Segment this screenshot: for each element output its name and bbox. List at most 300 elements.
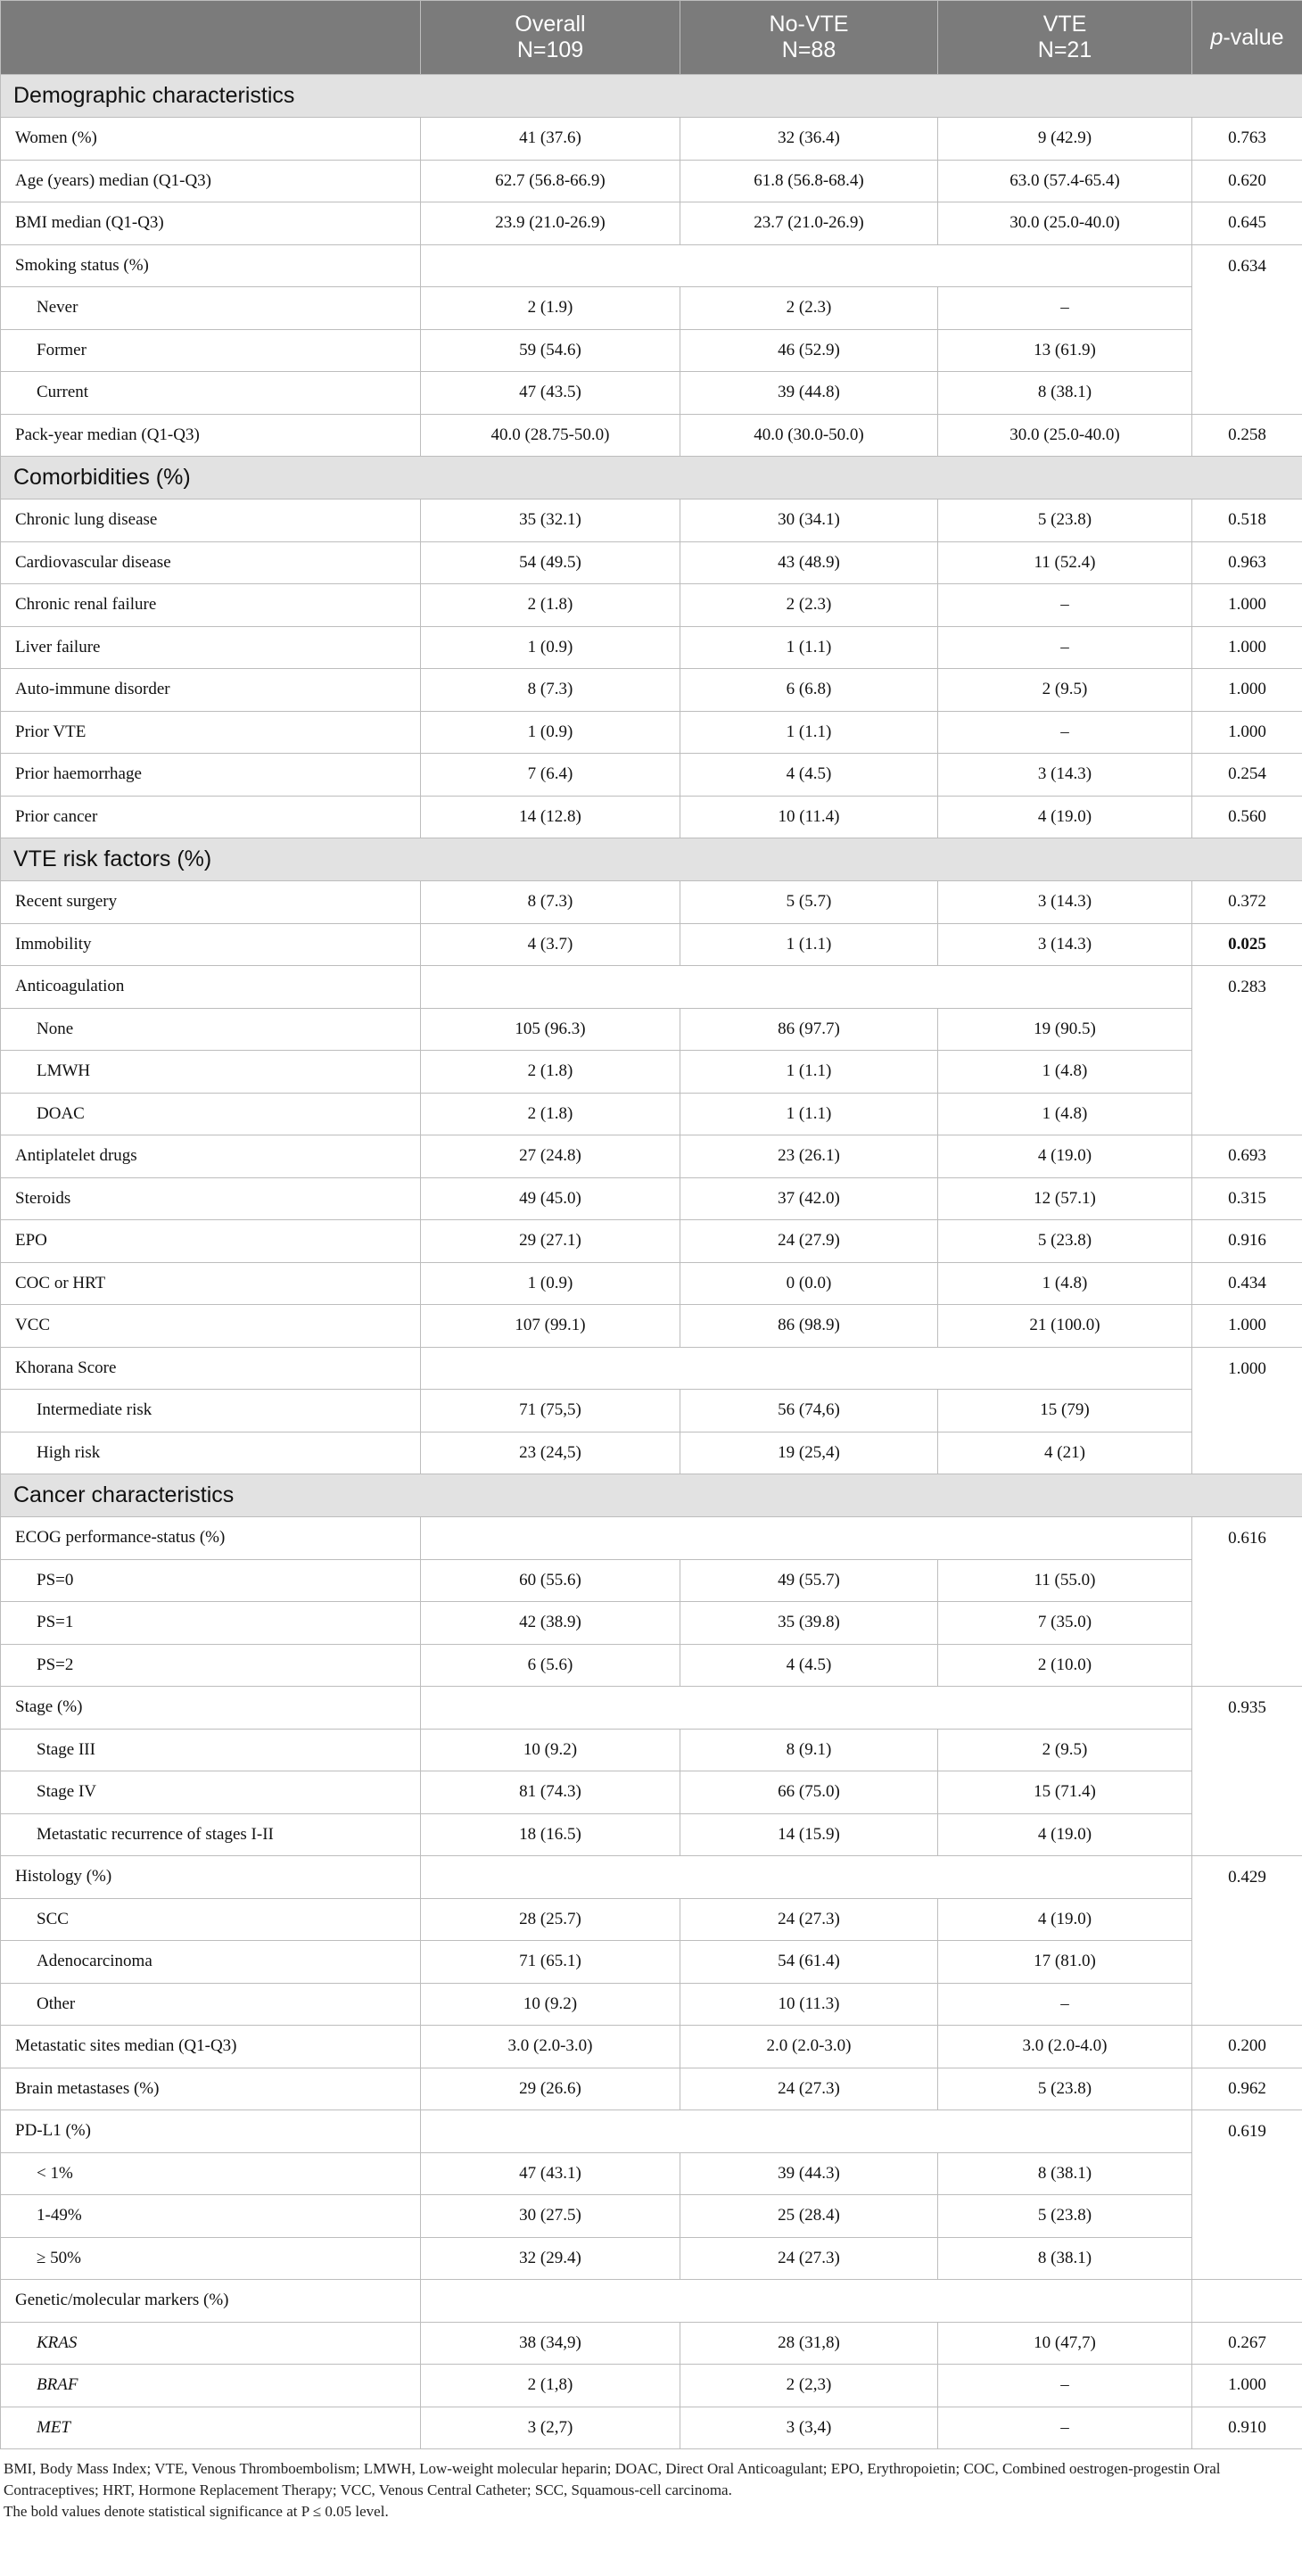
cell-vte: 30.0 (25.0-40.0) [938,202,1192,245]
cell-no-vte: 39 (44.3) [680,2152,938,2195]
cell-overall: 4 (3.7) [421,923,680,966]
table-row [1,923,1302,966]
cell-overall: 7 (6.4) [421,754,680,797]
row-label: Former [1,329,421,372]
cell-vte: 7 (35.0) [938,1602,1192,1645]
row-label: Metastatic sites median (Q1-Q3) [1,2026,421,2068]
cell-no-vte: 4 (4.5) [680,1644,938,1687]
cell-no-vte: 1 (1.1) [680,1051,938,1094]
table-row [1,1220,1302,1263]
table-row [1,1008,1302,1051]
table-row [1,541,1302,584]
table-row [1,2026,1302,2068]
cell-no-vte: 24 (27.3) [680,1898,938,1941]
row-label: Chronic renal failure [1,584,421,627]
row-label: Genetic/molecular markers (%) [1,2280,421,2323]
table-row [1,711,1302,754]
header-label-cell [1,1,421,75]
row-label: < 1% [1,2152,421,2195]
cell-vte: 9 (42.9) [938,118,1192,161]
table-row [1,118,1302,161]
cell-overall: 28 (25.7) [421,1898,680,1941]
cell-overall: 40.0 (28.75-50.0) [421,414,680,457]
cell-vte: 5 (23.8) [938,2195,1192,2238]
cell-vte: 8 (38.1) [938,372,1192,415]
table-row [1,1813,1302,1856]
cell-vte: 8 (38.1) [938,2237,1192,2280]
cell-p-value: 1.000 [1192,1347,1302,1474]
table-row [1,160,1302,202]
cell-overall: 71 (65.1) [421,1941,680,1984]
row-label: Recent surgery [1,881,421,924]
table-row [1,2152,1302,2195]
section-header-row [1,75,1302,118]
table-row [1,1644,1302,1687]
cell-no-vte: 8 (9.1) [680,1729,938,1771]
cell-vte: 4 (19.0) [938,796,1192,838]
row-label: Current [1,372,421,415]
header-vte-n: N=21 [1037,37,1092,62]
cell-overall: 60 (55.6) [421,1559,680,1602]
cell-overall: 35 (32.1) [421,500,680,542]
cell-no-vte: 43 (48.9) [680,541,938,584]
table-row [1,881,1302,924]
table-row [1,287,1302,330]
cell-vte: – [938,2407,1192,2449]
cell-vte: 1 (4.8) [938,1262,1192,1305]
row-label: ECOG performance-status (%) [1,1517,421,1560]
cell-no-vte: 2 (2,3) [680,2365,938,2407]
cell-no-vte: 1 (1.1) [680,1093,938,1135]
cell-overall: 18 (16.5) [421,1813,680,1856]
table-row [1,1729,1302,1771]
cell-overall: 81 (74.3) [421,1771,680,1814]
cell-no-vte: 54 (61.4) [680,1941,938,1984]
row-label: Anticoagulation [1,966,421,1009]
cell-overall: 32 (29.4) [421,2237,680,2280]
cell-overall: 2 (1,8) [421,2365,680,2407]
table-footnote [0,2449,1302,2522]
table-row [1,2110,1302,2153]
row-label: ≥ 50% [1,2237,421,2280]
header-overall-title: Overall [515,12,586,37]
cell-overall: 49 (45.0) [421,1177,680,1220]
cell-no-vte: 2.0 (2.0-3.0) [680,2026,938,2068]
cell-p-value: 1.000 [1192,711,1302,754]
table-row [1,2195,1302,2238]
cell-overall: 27 (24.8) [421,1135,680,1178]
table-row [1,1305,1302,1348]
group-blank-cell [421,1687,1192,1730]
row-label: Women (%) [1,118,421,161]
row-label: Auto-immune disorder [1,669,421,712]
row-label: Other [1,1983,421,2026]
table-row [1,1517,1302,1560]
header-p-rest: -value [1223,24,1284,50]
row-label: Liver failure [1,626,421,669]
footnote-abbreviations: BMI, Body Mass Index; VTE, Venous Thromboembolism; LMWH, Low-weight molecular heparin; DOAC, Direct Oral Anticoagulant; EPO, Erythropoietin; COC, Combined oestrogen-progestin Oral Contraceptives; HRT, Hormone Replacement Therapy; VCC, Venous Central Catheter; SCC, Squamous-cell carcinoma. [4,2460,1221,2498]
row-label: Steroids [1,1177,421,1220]
table-row [1,2068,1302,2110]
cell-no-vte: 5 (5.7) [680,881,938,924]
table-row [1,414,1302,457]
table-row [1,1177,1302,1220]
cell-p-value: 1.000 [1192,669,1302,712]
cell-overall: 1 (0.9) [421,1262,680,1305]
row-label: SCC [1,1898,421,1941]
row-label: COC or HRT [1,1262,421,1305]
cell-p-value: 0.916 [1192,1220,1302,1263]
header-vte [938,1,1192,75]
cell-no-vte: 3 (3,4) [680,2407,938,2449]
group-blank-cell [421,2110,1192,2153]
cell-no-vte: 40.0 (30.0-50.0) [680,414,938,457]
cell-vte: 2 (9.5) [938,669,1192,712]
row-label: Intermediate risk [1,1390,421,1432]
cell-p-value: 0.560 [1192,796,1302,838]
table-row [1,1771,1302,1814]
cell-p-value: 0.763 [1192,118,1302,161]
table-row [1,1983,1302,2026]
cell-vte: 30.0 (25.0-40.0) [938,414,1192,457]
cell-p-value: 0.620 [1192,160,1302,202]
row-label: LMWH [1,1051,421,1094]
cell-vte: – [938,711,1192,754]
row-label: Chronic lung disease [1,500,421,542]
cell-p-value: 0.200 [1192,2026,1302,2068]
cell-vte: 21 (100.0) [938,1305,1192,1348]
cell-vte: 17 (81.0) [938,1941,1192,1984]
row-label: Cardiovascular disease [1,541,421,584]
cell-no-vte: 28 (31,8) [680,2322,938,2365]
section-header-row [1,838,1302,881]
cell-p-value: 1.000 [1192,1305,1302,1348]
cell-vte: 3.0 (2.0-4.0) [938,2026,1192,2068]
table-row [1,1856,1302,1899]
cell-no-vte: 32 (36.4) [680,118,938,161]
cell-p-value: 0.693 [1192,1135,1302,1178]
group-blank-cell [421,966,1192,1009]
table-header [1,1,1302,75]
cell-no-vte: 2 (2.3) [680,584,938,627]
cell-vte: 1 (4.8) [938,1051,1192,1094]
cell-overall: 62.7 (56.8-66.9) [421,160,680,202]
row-label: MET [1,2407,421,2449]
table-row [1,584,1302,627]
cell-overall: 105 (96.3) [421,1008,680,1051]
section-header-row [1,1474,1302,1517]
cell-vte: 15 (71.4) [938,1771,1192,1814]
section-title: Demographic characteristics [1,75,1302,118]
table-row [1,966,1302,1009]
cell-no-vte: 23 (26.1) [680,1135,938,1178]
cell-p-value: 0.619 [1192,2110,1302,2280]
header-p-value [1192,1,1302,75]
row-label: EPO [1,1220,421,1263]
cell-vte: 5 (23.8) [938,2068,1192,2110]
table-row [1,1559,1302,1602]
cell-p-value [1192,2280,1302,2323]
cell-p-value: 0.025 [1192,923,1302,966]
cell-no-vte: 61.8 (56.8-68.4) [680,160,938,202]
cell-overall: 23 (24,5) [421,1432,680,1474]
table-row [1,372,1302,415]
cell-vte: 3 (14.3) [938,923,1192,966]
cell-no-vte: 10 (11.3) [680,1983,938,2026]
cell-no-vte: 1 (1.1) [680,711,938,754]
row-label: Never [1,287,421,330]
cell-vte: 15 (79) [938,1390,1192,1432]
row-label: BRAF [1,2365,421,2407]
cell-vte: 19 (90.5) [938,1008,1192,1051]
cell-overall: 71 (75,5) [421,1390,680,1432]
cell-p-value: 0.645 [1192,202,1302,245]
cell-p-value: 0.429 [1192,1856,1302,2026]
table-row [1,669,1302,712]
row-label: 1-49% [1,2195,421,2238]
cell-overall: 2 (1.8) [421,1093,680,1135]
cell-no-vte: 23.7 (21.0-26.9) [680,202,938,245]
table-row [1,1687,1302,1730]
cell-overall: 10 (9.2) [421,1983,680,2026]
cell-vte: 4 (19.0) [938,1135,1192,1178]
cell-overall: 30 (27.5) [421,2195,680,2238]
table-row [1,1390,1302,1432]
section-title: Cancer characteristics [1,1474,1302,1517]
table-row [1,1051,1302,1094]
cell-overall: 6 (5.6) [421,1644,680,1687]
cell-overall: 2 (1.9) [421,287,680,330]
cell-overall: 41 (37.6) [421,118,680,161]
row-label: Brain metastases (%) [1,2068,421,2110]
cell-vte: 11 (55.0) [938,1559,1192,1602]
table-body [1,75,1302,2449]
table-row [1,1347,1302,1390]
header-no-vte [680,1,938,75]
row-label: VCC [1,1305,421,1348]
cell-overall: 3 (2,7) [421,2407,680,2449]
cell-vte: 3 (14.3) [938,754,1192,797]
table-row [1,1262,1302,1305]
cell-vte: 2 (9.5) [938,1729,1192,1771]
row-label: BMI median (Q1-Q3) [1,202,421,245]
row-label: Pack-year median (Q1-Q3) [1,414,421,457]
cell-vte: 5 (23.8) [938,1220,1192,1263]
table-row [1,1135,1302,1178]
cell-vte: 12 (57.1) [938,1177,1192,1220]
cell-overall: 23.9 (21.0-26.9) [421,202,680,245]
cell-vte: 8 (38.1) [938,2152,1192,2195]
table-row [1,2322,1302,2365]
cell-vte: 13 (61.9) [938,329,1192,372]
table-row [1,329,1302,372]
cell-overall: 29 (26.6) [421,2068,680,2110]
cell-p-value: 0.518 [1192,500,1302,542]
cell-vte: 1 (4.8) [938,1093,1192,1135]
row-label: Age (years) median (Q1-Q3) [1,160,421,202]
table-row [1,1093,1302,1135]
cell-no-vte: 25 (28.4) [680,2195,938,2238]
cell-vte: 4 (21) [938,1432,1192,1474]
row-label: Stage (%) [1,1687,421,1730]
row-label: Stage III [1,1729,421,1771]
cell-p-value: 0.283 [1192,966,1302,1135]
cell-overall: 47 (43.1) [421,2152,680,2195]
cell-no-vte: 0 (0.0) [680,1262,938,1305]
cell-overall: 10 (9.2) [421,1729,680,1771]
cell-no-vte: 24 (27.9) [680,1220,938,1263]
cell-no-vte: 30 (34.1) [680,500,938,542]
table-row [1,754,1302,797]
cell-p-value: 0.254 [1192,754,1302,797]
cell-overall: 3.0 (2.0-3.0) [421,2026,680,2068]
table-row [1,2365,1302,2407]
cell-vte: – [938,287,1192,330]
cell-vte: 2 (10.0) [938,1644,1192,1687]
row-label: Prior cancer [1,796,421,838]
table-row [1,1602,1302,1645]
cell-p-value: 0.962 [1192,2068,1302,2110]
cell-vte: 5 (23.8) [938,500,1192,542]
cell-overall: 1 (0.9) [421,711,680,754]
cell-no-vte: 56 (74,6) [680,1390,938,1432]
cell-no-vte: 6 (6.8) [680,669,938,712]
cell-no-vte: 19 (25,4) [680,1432,938,1474]
cell-vte: 11 (52.4) [938,541,1192,584]
cell-overall: 14 (12.8) [421,796,680,838]
cell-no-vte: 14 (15.9) [680,1813,938,1856]
cell-no-vte: 39 (44.8) [680,372,938,415]
cell-vte: – [938,2365,1192,2407]
table-row [1,1898,1302,1941]
cell-overall: 29 (27.1) [421,1220,680,1263]
row-label: PD-L1 (%) [1,2110,421,2153]
cell-p-value: 0.434 [1192,1262,1302,1305]
cell-no-vte: 1 (1.1) [680,626,938,669]
cell-p-value: 1.000 [1192,584,1302,627]
cell-no-vte: 24 (27.3) [680,2237,938,2280]
header-overall-n: N=109 [516,37,584,62]
cell-vte: 4 (19.0) [938,1813,1192,1856]
cell-p-value: 0.616 [1192,1517,1302,1687]
table-row [1,202,1302,245]
cell-vte: – [938,584,1192,627]
group-blank-cell [421,1856,1192,1899]
table-row [1,1941,1302,1984]
row-label: Smoking status (%) [1,244,421,287]
cell-overall: 47 (43.5) [421,372,680,415]
section-header-row [1,457,1302,500]
row-label: None [1,1008,421,1051]
cell-no-vte: 37 (42.0) [680,1177,938,1220]
cell-vte: 4 (19.0) [938,1898,1192,1941]
row-label: PS=2 [1,1644,421,1687]
cell-overall: 2 (1.8) [421,1051,680,1094]
cell-overall: 1 (0.9) [421,626,680,669]
cell-no-vte: 35 (39.8) [680,1602,938,1645]
row-label: High risk [1,1432,421,1474]
table-row [1,796,1302,838]
row-label: Stage IV [1,1771,421,1814]
row-label: Immobility [1,923,421,966]
row-label: Antiplatelet drugs [1,1135,421,1178]
cell-no-vte: 86 (97.7) [680,1008,938,1051]
header-vte-title: VTE [1042,12,1087,37]
row-label: Metastatic recurrence of stages I-II [1,1813,421,1856]
row-label: PS=1 [1,1602,421,1645]
cell-no-vte: 10 (11.4) [680,796,938,838]
header-p-italic: p [1210,24,1224,50]
table-row [1,626,1302,669]
cell-p-value: 0.963 [1192,541,1302,584]
row-label: Khorana Score [1,1347,421,1390]
table-row [1,244,1302,287]
group-blank-cell [421,1347,1192,1390]
table-row [1,2407,1302,2449]
cell-p-value: 0.315 [1192,1177,1302,1220]
cell-p-value: 0.372 [1192,881,1302,924]
table-row [1,1432,1302,1474]
header-no-vte-n: N=88 [781,37,836,62]
cell-p-value: 0.634 [1192,244,1302,414]
group-blank-cell [421,2280,1192,2323]
table-row [1,2237,1302,2280]
cell-overall: 54 (49.5) [421,541,680,584]
cell-p-value: 0.935 [1192,1687,1302,1856]
cell-overall: 42 (38.9) [421,1602,680,1645]
cell-vte: 63.0 (57.4-65.4) [938,160,1192,202]
cell-p-value: 0.910 [1192,2407,1302,2449]
cell-overall: 59 (54.6) [421,329,680,372]
cell-overall: 2 (1.8) [421,584,680,627]
row-label: Histology (%) [1,1856,421,1899]
table-row [1,500,1302,542]
section-title: Comorbidities (%) [1,457,1302,500]
cell-vte: 3 (14.3) [938,881,1192,924]
row-label: PS=0 [1,1559,421,1602]
group-blank-cell [421,244,1192,287]
cell-overall: 8 (7.3) [421,669,680,712]
row-label: Prior VTE [1,711,421,754]
row-label: DOAC [1,1093,421,1135]
header-overall [421,1,680,75]
cell-p-value: 0.267 [1192,2322,1302,2365]
row-label: Adenocarcinoma [1,1941,421,1984]
cell-no-vte: 66 (75.0) [680,1771,938,1814]
header-row [1,1,1302,75]
cell-vte: – [938,626,1192,669]
cell-no-vte: 86 (98.9) [680,1305,938,1348]
cell-no-vte: 46 (52.9) [680,329,938,372]
row-label: Prior haemorrhage [1,754,421,797]
row-label: KRAS [1,2322,421,2365]
cell-no-vte: 2 (2.3) [680,287,938,330]
cell-no-vte: 24 (27.3) [680,2068,938,2110]
cell-overall: 8 (7.3) [421,881,680,924]
group-blank-cell [421,1517,1192,1560]
cell-vte: 10 (47,7) [938,2322,1192,2365]
cell-p-value: 0.258 [1192,414,1302,457]
table-row [1,2280,1302,2323]
footnote-significance: The bold values denote statistical significance at P ≤ 0.05 level. [4,2503,389,2520]
cell-vte: – [938,1983,1192,2026]
cell-no-vte: 4 (4.5) [680,754,938,797]
cell-no-vte: 49 (55.7) [680,1559,938,1602]
section-title: VTE risk factors (%) [1,838,1302,881]
cell-p-value: 1.000 [1192,626,1302,669]
header-no-vte-title: No-VTE [769,12,849,37]
cell-p-value: 1.000 [1192,2365,1302,2407]
